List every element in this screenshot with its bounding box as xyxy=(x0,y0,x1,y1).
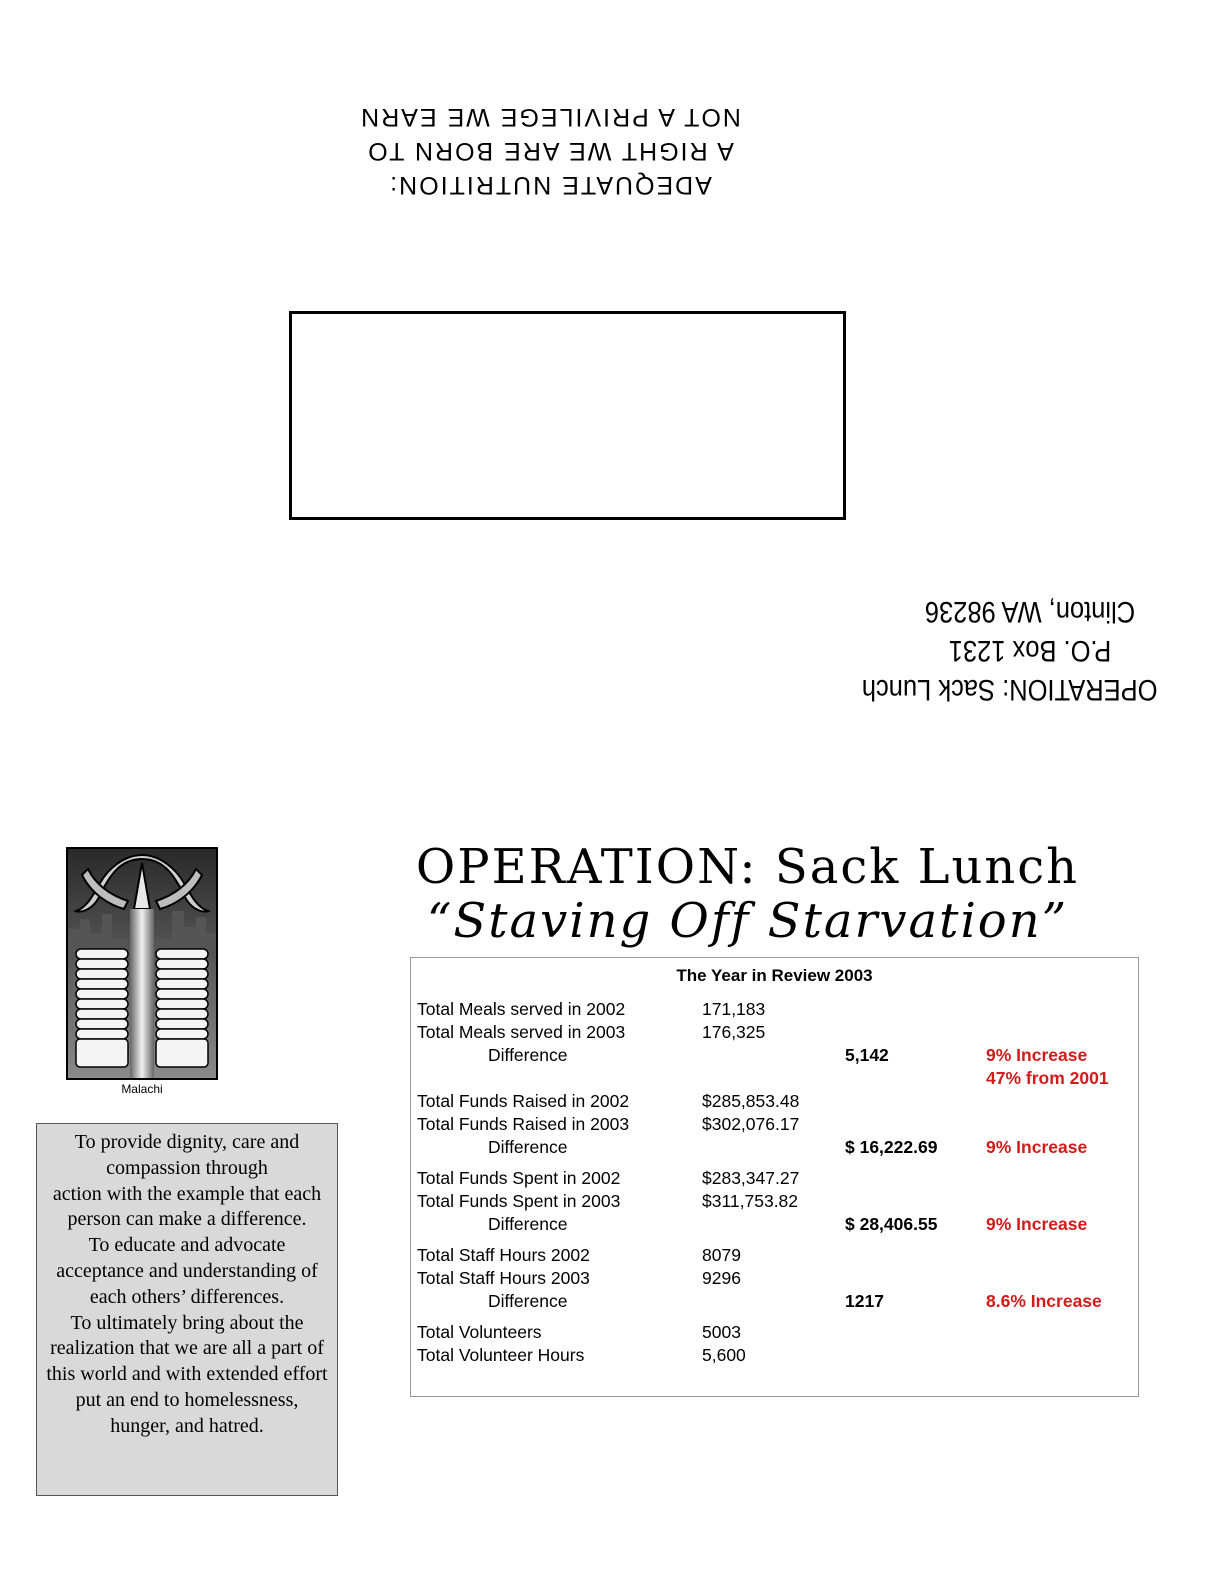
mission-line: acceptance and understanding of xyxy=(56,1259,318,1282)
row-label: Total Volunteer Hours xyxy=(417,1345,585,1365)
row-value: 176,325 xyxy=(702,1022,766,1042)
mission-line: person can make a difference. xyxy=(67,1208,307,1231)
row-value: $285,853.48 xyxy=(702,1091,800,1111)
row-label: Difference xyxy=(488,1137,568,1157)
row-label: Difference xyxy=(488,1214,568,1234)
table-row xyxy=(411,1344,1138,1367)
table-row xyxy=(411,1213,1138,1236)
row-label: Total Meals served in 2002 xyxy=(417,999,626,1019)
table-row xyxy=(411,1113,1138,1136)
row-difference: $ 16,222.69 xyxy=(845,1137,938,1157)
mission-line: action with the example that each xyxy=(52,1182,322,1205)
row-label: Total Volunteers xyxy=(417,1322,542,1342)
row-label: Total Funds Spent in 2002 xyxy=(417,1168,621,1188)
table-row xyxy=(411,1290,1138,1313)
motto-line: NOT A PRIVILEGE WE EARN xyxy=(359,103,741,131)
row-label: Total Meals served in 2003 xyxy=(417,1022,626,1042)
motto-line: ADEQUATE NUTRITION: xyxy=(388,171,712,199)
row-difference: 5,142 xyxy=(845,1045,889,1065)
row-value: $283,347.27 xyxy=(702,1168,800,1188)
row-value: 8079 xyxy=(702,1245,741,1265)
row-label: Total Staff Hours 2003 xyxy=(417,1268,590,1288)
motto-line: A RIGHT WE ARE BORN TO xyxy=(366,137,734,165)
table-row xyxy=(411,1167,1138,1190)
row-label: Total Staff Hours 2002 xyxy=(417,1245,590,1265)
table-row xyxy=(411,998,1138,1021)
mission-line: each others’ differences. xyxy=(89,1285,285,1308)
row-value: $311,753.82 xyxy=(702,1191,799,1211)
return-address xyxy=(861,592,1180,709)
mission-line: put an end to homelessness, xyxy=(75,1388,299,1411)
year-in-review-table xyxy=(410,957,1139,1397)
row-label: Total Funds Raised in 2002 xyxy=(417,1091,630,1111)
row-label: Difference xyxy=(488,1291,568,1311)
logo-caption: Malachi xyxy=(121,1082,163,1096)
row-difference: 1217 xyxy=(845,1291,884,1311)
malachi-logo xyxy=(66,847,218,1080)
row-label: Total Funds Raised in 2003 xyxy=(417,1114,630,1134)
row-difference: $ 28,406.55 xyxy=(845,1214,938,1234)
row-value: 171,183 xyxy=(702,999,766,1019)
table-row xyxy=(411,1136,1138,1159)
return-address-line: Clinton, WA 98236 xyxy=(924,595,1136,628)
table-row xyxy=(411,1190,1138,1213)
row-value: 9296 xyxy=(702,1268,741,1288)
page-title: OPERATION: Sack Lunch xyxy=(415,839,1080,895)
row-note: 47% from 2001 xyxy=(986,1068,1109,1088)
return-address-line: OPERATION: Sack Lunch xyxy=(861,673,1158,706)
row-note: 9% Increase xyxy=(986,1214,1088,1234)
motto xyxy=(330,100,770,202)
mission-line: To educate and advocate xyxy=(88,1234,286,1257)
row-value: 5003 xyxy=(702,1322,741,1342)
row-value: 5,600 xyxy=(702,1345,746,1365)
table-row xyxy=(411,1321,1138,1344)
row-note: 8.6% Increase xyxy=(986,1291,1102,1311)
mission-line: compassion through xyxy=(106,1156,268,1179)
mission-line: this world and with extended effort xyxy=(46,1363,328,1386)
table-row xyxy=(411,1067,1138,1090)
address-window xyxy=(289,311,846,520)
row-label: Difference xyxy=(488,1045,568,1065)
return-address-line: P.O. Box 1231 xyxy=(948,634,1112,667)
mission-statement xyxy=(36,1123,338,1496)
table-row xyxy=(411,1090,1138,1113)
table-row xyxy=(411,1244,1138,1267)
row-value: $302,076.17 xyxy=(702,1114,800,1134)
row-note: 9% Increase xyxy=(986,1045,1088,1065)
page-title-block xyxy=(330,840,1165,948)
mission-line: realization that we are all a part of xyxy=(50,1337,324,1360)
row-note: 9% Increase xyxy=(986,1137,1088,1157)
mission-line: To ultimately bring about the xyxy=(70,1311,304,1334)
page-subtitle: “Staving Off Starvation” xyxy=(426,893,1069,949)
logo-illustration xyxy=(68,849,216,1078)
mission-line: hunger, and hatred. xyxy=(110,1414,264,1437)
table-row xyxy=(411,1021,1138,1044)
table-row xyxy=(411,1267,1138,1290)
review-heading: The Year in Review 2003 xyxy=(676,966,873,985)
mission-line: To provide dignity, care and xyxy=(74,1131,300,1153)
table-row xyxy=(411,1044,1138,1067)
row-label: Total Funds Spent in 2003 xyxy=(417,1191,621,1211)
